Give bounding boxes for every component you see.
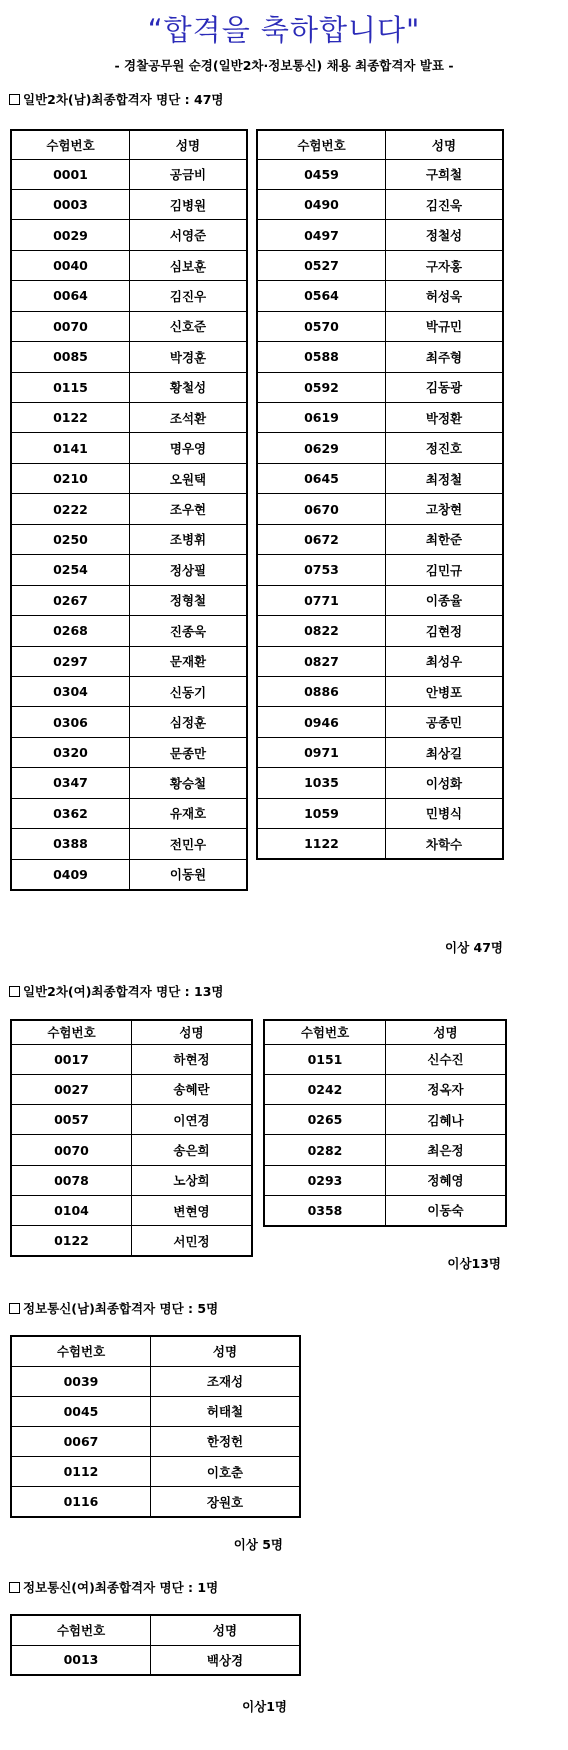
exam-number-cell: 0085	[11, 342, 130, 372]
table-row	[11, 616, 247, 646]
section-heading	[9, 982, 223, 1000]
exam-number-cell: 0490	[257, 189, 386, 219]
name-cell: 이동원	[130, 859, 248, 889]
exam-number-cell: 0115	[11, 372, 130, 402]
table-row	[11, 829, 247, 859]
name-cell: 황철성	[130, 372, 248, 402]
checkbox-square-icon	[9, 1582, 20, 1593]
table-row	[257, 829, 503, 859]
section-heading-text: 정보통신(남)최종합격자 명단 : 5명	[23, 1301, 219, 1316]
name-cell: 김민규	[386, 555, 504, 585]
column-header-name: 성명	[130, 130, 248, 159]
name-cell: 오원택	[130, 463, 248, 493]
name-cell: 김병원	[130, 189, 248, 219]
total-count: 이상 5명	[233, 1537, 283, 1552]
name-cell: 명우영	[130, 433, 248, 463]
exam-number-cell: 0039	[11, 1366, 151, 1396]
name-cell: 전민우	[130, 829, 248, 859]
exam-number-cell: 0320	[11, 737, 130, 767]
name-cell: 심정훈	[130, 707, 248, 737]
exam-number-cell: 0222	[11, 494, 130, 524]
name-cell: 조병휘	[130, 524, 248, 554]
table-row	[257, 707, 503, 737]
name-cell: 김진욱	[386, 189, 504, 219]
table-row	[264, 1195, 506, 1225]
table-row	[11, 1044, 252, 1074]
name-cell: 서영준	[130, 220, 248, 250]
table-row	[257, 189, 503, 219]
exam-number-cell: 0070	[11, 1135, 132, 1165]
name-cell: 하현정	[132, 1044, 253, 1074]
table-row	[257, 403, 503, 433]
table-row	[11, 403, 247, 433]
exam-number-cell: 0619	[257, 403, 386, 433]
name-cell: 최상길	[386, 737, 504, 767]
table-row	[257, 494, 503, 524]
name-cell: 문종만	[130, 737, 248, 767]
exam-number-cell: 0027	[11, 1074, 132, 1104]
table-row	[257, 463, 503, 493]
name-cell: 최한준	[386, 524, 504, 554]
name-cell: 변현영	[132, 1195, 253, 1225]
name-cell: 정상필	[130, 555, 248, 585]
table-row	[11, 1074, 252, 1104]
name-cell: 송혜란	[132, 1074, 253, 1104]
exam-number-cell: 0265	[264, 1105, 386, 1135]
total-count: 이상13명	[447, 1256, 501, 1271]
name-cell: 조재성	[151, 1366, 301, 1396]
table-row	[11, 342, 247, 372]
exam-number-cell: 0297	[11, 646, 130, 676]
name-cell: 김혜나	[386, 1105, 507, 1135]
exam-number-cell: 0078	[11, 1165, 132, 1195]
table-row	[11, 676, 247, 706]
table-row	[257, 737, 503, 767]
name-cell: 신동기	[130, 676, 248, 706]
table-row	[11, 311, 247, 341]
exam-number-cell: 0362	[11, 798, 130, 828]
name-cell: 조우현	[130, 494, 248, 524]
name-cell: 차학수	[386, 829, 504, 859]
name-cell: 공금비	[130, 159, 248, 189]
exam-number-cell: 0242	[264, 1074, 386, 1104]
table-row	[11, 1195, 252, 1225]
name-cell: 조석환	[130, 403, 248, 433]
name-cell: 고창현	[386, 494, 504, 524]
exam-number-cell: 0753	[257, 555, 386, 585]
column-header-exam-number: 수험번호	[257, 130, 386, 159]
table-row	[11, 737, 247, 767]
page-title: “합격을 축하합니다"	[147, 13, 421, 47]
table-row	[257, 768, 503, 798]
table-header-row	[11, 1020, 252, 1044]
section-heading-text: 일반2차(남)최종합격자 명단 : 47명	[23, 92, 224, 107]
name-cell: 김진우	[130, 281, 248, 311]
table-header-row	[257, 130, 503, 159]
results-table	[263, 1019, 507, 1227]
name-cell: 정옥자	[386, 1074, 507, 1104]
name-cell: 허태철	[151, 1396, 301, 1426]
exam-number-cell: 0527	[257, 250, 386, 280]
table-row	[11, 250, 247, 280]
name-cell: 이연경	[132, 1105, 253, 1135]
name-cell: 신수진	[386, 1044, 507, 1074]
table-row	[257, 585, 503, 615]
exam-number-cell: 0017	[11, 1044, 132, 1074]
name-cell: 진종욱	[130, 616, 248, 646]
table-row	[11, 220, 247, 250]
exam-number-cell: 0971	[257, 737, 386, 767]
exam-number-cell: 0347	[11, 768, 130, 798]
name-cell: 김동광	[386, 372, 504, 402]
exam-number-cell: 0250	[11, 524, 130, 554]
table-row	[11, 433, 247, 463]
exam-number-cell: 0001	[11, 159, 130, 189]
exam-number-cell: 0064	[11, 281, 130, 311]
exam-number-cell: 0151	[264, 1044, 386, 1074]
name-cell: 정철성	[386, 220, 504, 250]
table-row	[257, 372, 503, 402]
section-heading-text: 정보통신(여)최종합격자 명단 : 1명	[23, 1580, 219, 1595]
name-cell: 허성욱	[386, 281, 504, 311]
column-header-name: 성명	[386, 130, 504, 159]
results-table	[10, 1335, 301, 1518]
exam-number-cell: 0267	[11, 585, 130, 615]
exam-number-cell: 1035	[257, 768, 386, 798]
section-heading	[9, 1299, 218, 1317]
name-cell: 안병포	[386, 676, 504, 706]
name-cell: 민병식	[386, 798, 504, 828]
column-header-exam-number: 수험번호	[264, 1020, 386, 1044]
table-header-row	[11, 1336, 300, 1366]
exam-number-cell: 0592	[257, 372, 386, 402]
table-row	[264, 1105, 506, 1135]
table-row	[11, 189, 247, 219]
exam-number-cell: 0771	[257, 585, 386, 615]
total-count: 이상 47명	[445, 940, 503, 955]
name-cell: 송은희	[132, 1135, 253, 1165]
exam-number-cell: 0141	[11, 433, 130, 463]
section-heading	[9, 90, 223, 108]
table-row	[11, 798, 247, 828]
table-row	[264, 1135, 506, 1165]
table-row	[11, 768, 247, 798]
name-cell: 박경훈	[130, 342, 248, 372]
exam-number-cell: 0040	[11, 250, 130, 280]
name-cell: 최주형	[386, 342, 504, 372]
table-row	[11, 1396, 300, 1426]
exam-number-cell: 0210	[11, 463, 130, 493]
table-row	[11, 494, 247, 524]
name-cell: 박규민	[386, 311, 504, 341]
table-row	[11, 1645, 300, 1675]
name-cell: 최정철	[386, 463, 504, 493]
exam-number-cell: 0122	[11, 1226, 132, 1256]
table-row	[257, 311, 503, 341]
name-cell: 서민정	[132, 1226, 253, 1256]
table-row	[257, 433, 503, 463]
table-row	[11, 585, 247, 615]
results-table	[10, 1019, 253, 1257]
table-header-row	[11, 1615, 300, 1645]
checkbox-square-icon	[9, 94, 20, 105]
exam-number-cell: 0570	[257, 311, 386, 341]
table-row	[264, 1165, 506, 1195]
name-cell: 장원호	[151, 1487, 301, 1517]
column-header-name: 성명	[151, 1615, 301, 1645]
name-cell: 신호준	[130, 311, 248, 341]
table-row	[11, 707, 247, 737]
table-row	[264, 1044, 506, 1074]
exam-number-cell: 0564	[257, 281, 386, 311]
table-row	[11, 1487, 300, 1517]
table-row	[257, 798, 503, 828]
name-cell: 정형철	[130, 585, 248, 615]
name-cell: 이종율	[386, 585, 504, 615]
name-cell: 김현정	[386, 616, 504, 646]
exam-number-cell: 0045	[11, 1396, 151, 1426]
table-row	[257, 159, 503, 189]
checkbox-square-icon	[9, 1303, 20, 1314]
table-row	[257, 616, 503, 646]
results-table	[256, 129, 504, 860]
exam-number-cell: 0003	[11, 189, 130, 219]
exam-number-cell: 0122	[11, 403, 130, 433]
table-row	[257, 220, 503, 250]
name-cell: 문재환	[130, 646, 248, 676]
name-cell: 심보훈	[130, 250, 248, 280]
exam-number-cell: 0070	[11, 311, 130, 341]
name-cell: 이동숙	[386, 1195, 507, 1225]
column-header-exam-number: 수험번호	[11, 130, 130, 159]
exam-number-cell: 0254	[11, 555, 130, 585]
exam-number-cell: 0822	[257, 616, 386, 646]
exam-number-cell: 0588	[257, 342, 386, 372]
exam-number-cell: 0112	[11, 1457, 151, 1487]
exam-number-cell: 1059	[257, 798, 386, 828]
table-row	[257, 555, 503, 585]
exam-number-cell: 0013	[11, 1645, 151, 1675]
table-row	[264, 1074, 506, 1104]
name-cell: 황승철	[130, 768, 248, 798]
table-row	[257, 524, 503, 554]
name-cell: 공종민	[386, 707, 504, 737]
table-row	[11, 646, 247, 676]
page-subtitle: - 경찰공무원 순경(일반2차·정보통신) 채용 최종합격자 발표 -	[114, 58, 454, 73]
table-row	[257, 676, 503, 706]
column-header-name: 성명	[132, 1020, 253, 1044]
name-cell: 박정환	[386, 403, 504, 433]
column-header-exam-number: 수험번호	[11, 1020, 132, 1044]
checkbox-square-icon	[9, 986, 20, 997]
table-row	[257, 342, 503, 372]
exam-number-cell: 0282	[264, 1135, 386, 1165]
name-cell: 구자홍	[386, 250, 504, 280]
name-cell: 정혜영	[386, 1165, 507, 1195]
table-row	[11, 281, 247, 311]
exam-number-cell: 0946	[257, 707, 386, 737]
table-row	[11, 372, 247, 402]
exam-number-cell: 1122	[257, 829, 386, 859]
results-table	[10, 129, 248, 891]
name-cell: 한정헌	[151, 1426, 301, 1456]
column-header-exam-number: 수험번호	[11, 1615, 151, 1645]
table-row	[11, 1105, 252, 1135]
total-count: 이상1명	[242, 1699, 287, 1714]
name-cell: 최은정	[386, 1135, 507, 1165]
exam-number-cell: 0827	[257, 646, 386, 676]
exam-number-cell: 0409	[11, 859, 130, 889]
name-cell: 유재호	[130, 798, 248, 828]
name-cell: 이성화	[386, 768, 504, 798]
table-row	[257, 250, 503, 280]
exam-number-cell: 0268	[11, 616, 130, 646]
table-row	[257, 646, 503, 676]
column-header-name: 성명	[386, 1020, 507, 1044]
table-row	[11, 555, 247, 585]
name-cell: 백상경	[151, 1645, 301, 1675]
exam-number-cell: 0358	[264, 1195, 386, 1225]
table-row	[11, 159, 247, 189]
section-heading-text: 일반2차(여)최종합격자 명단 : 13명	[23, 984, 224, 999]
table-row	[11, 1457, 300, 1487]
table-header-row	[11, 130, 247, 159]
exam-number-cell: 0116	[11, 1487, 151, 1517]
exam-number-cell: 0886	[257, 676, 386, 706]
column-header-name: 성명	[151, 1336, 301, 1366]
table-row	[11, 1226, 252, 1256]
table-row	[11, 1366, 300, 1396]
table-row	[11, 463, 247, 493]
table-row	[11, 1135, 252, 1165]
table-row	[11, 524, 247, 554]
name-cell: 구희철	[386, 159, 504, 189]
table-row	[11, 1426, 300, 1456]
exam-number-cell: 0104	[11, 1195, 132, 1225]
exam-number-cell: 0672	[257, 524, 386, 554]
exam-number-cell: 0304	[11, 676, 130, 706]
exam-number-cell: 0293	[264, 1165, 386, 1195]
exam-number-cell: 0645	[257, 463, 386, 493]
table-row	[11, 1165, 252, 1195]
name-cell: 정진호	[386, 433, 504, 463]
table-header-row	[264, 1020, 506, 1044]
results-table	[10, 1614, 301, 1676]
exam-number-cell: 0629	[257, 433, 386, 463]
exam-number-cell: 0459	[257, 159, 386, 189]
section-heading	[9, 1578, 218, 1596]
exam-number-cell: 0029	[11, 220, 130, 250]
exam-number-cell: 0497	[257, 220, 386, 250]
exam-number-cell: 0306	[11, 707, 130, 737]
exam-number-cell: 0388	[11, 829, 130, 859]
exam-number-cell: 0067	[11, 1426, 151, 1456]
name-cell: 최성우	[386, 646, 504, 676]
table-row	[257, 281, 503, 311]
table-row	[11, 859, 247, 889]
column-header-exam-number: 수험번호	[11, 1336, 151, 1366]
exam-number-cell: 0670	[257, 494, 386, 524]
exam-number-cell: 0057	[11, 1105, 132, 1135]
name-cell: 이호춘	[151, 1457, 301, 1487]
name-cell: 노상희	[132, 1165, 253, 1195]
